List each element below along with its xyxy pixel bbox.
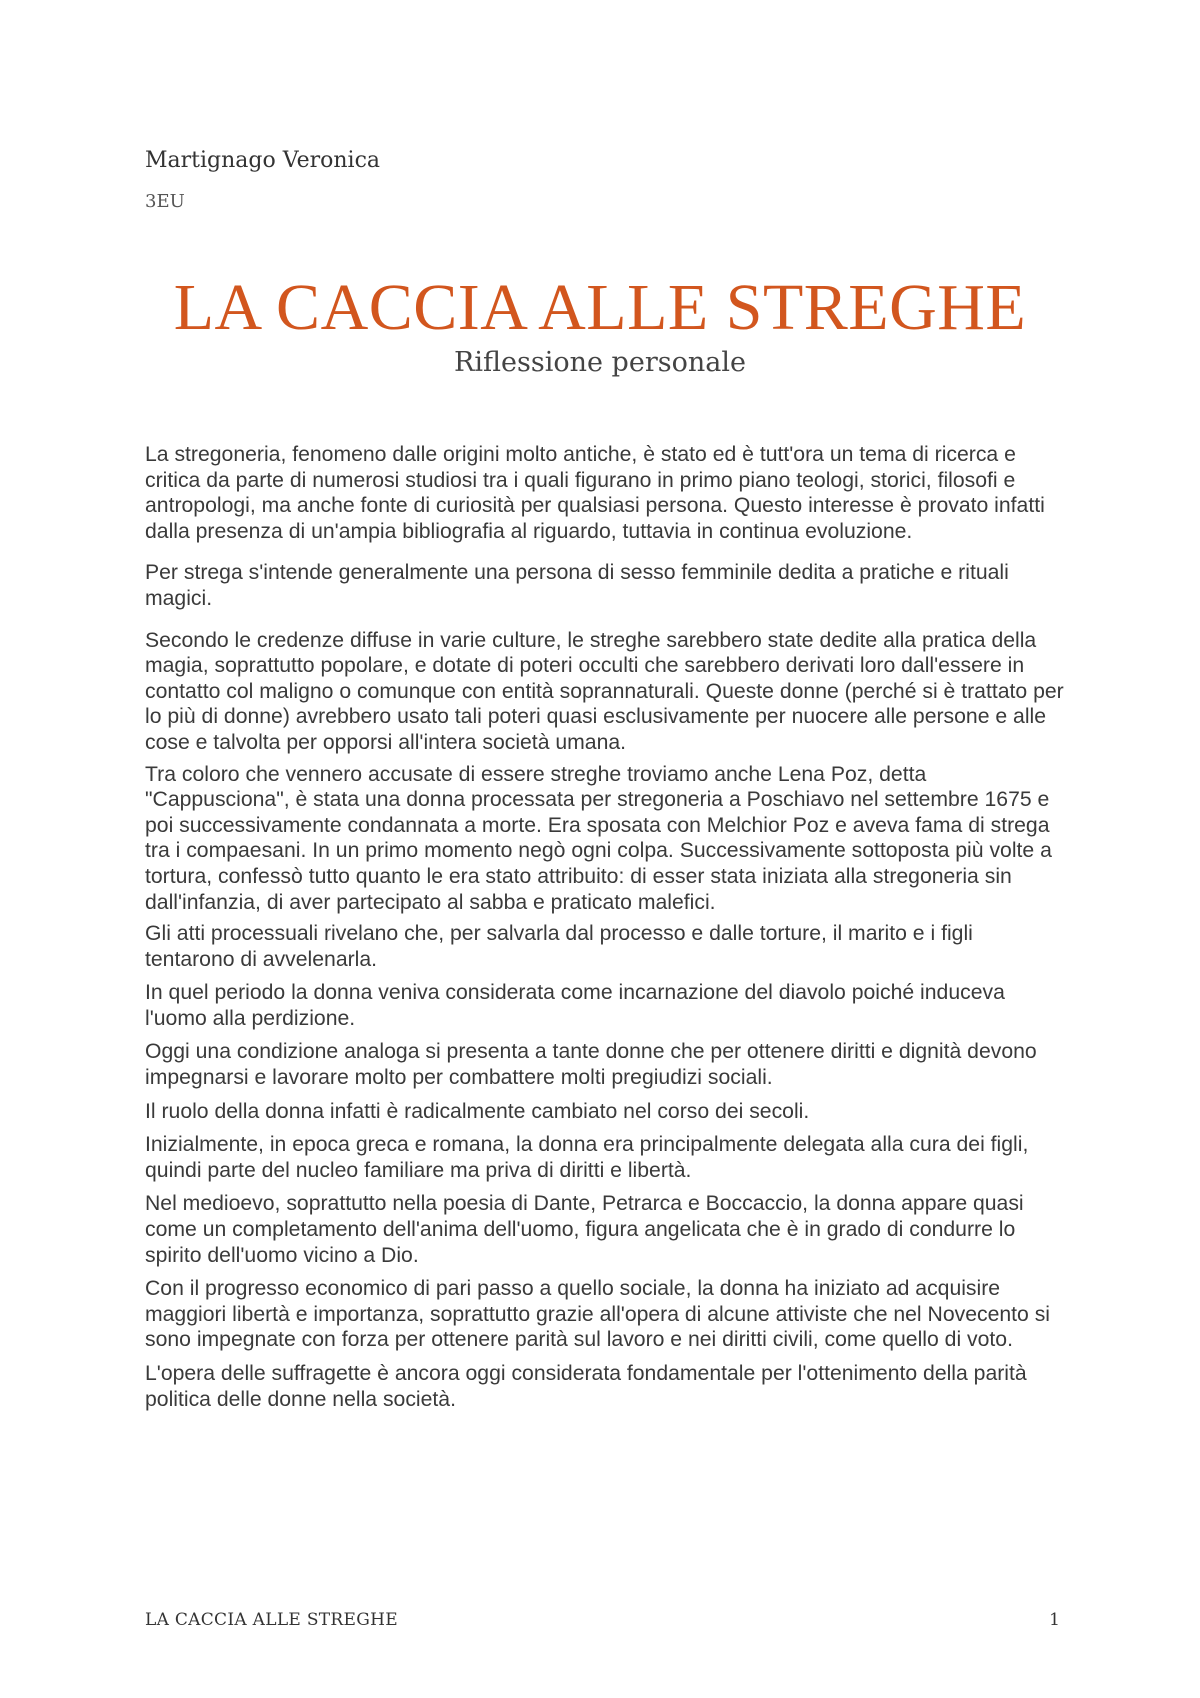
page-number: 1 (1049, 1610, 1060, 1630)
paragraph: Nel medioevo, soprattutto nella poesia di Dante, Petrarca e Boccaccio, la donna appare quasi come un completamento dell'anima dell'uomo, figura angelicata che è in grado di condurre lo spirito dell'uomo vicino a Dio. (145, 1192, 1024, 1267)
paragraph: L'opera delle suffragette è ancora oggi considerata fondamentale per l'ottenimento della parità politica delle donne nella società. (145, 1362, 1027, 1411)
footer-running-title: LA CACCIA ALLE STREGHE (145, 1610, 398, 1630)
paragraph: Tra coloro che vennero accusate di essere streghe troviamo anche Lena Poz, detta "Cappusciona", è stata una donna processata per stregoneria a Poschiavo nel settembre 1675 e poi successivamente condannata a morte. Era sposata con Melchior Poz e aveva fama di strega tra i compaesani. In un primo momento negò ogni colpa. Successivamente sottoposta più volte a tortura, confessò tutto quanto le era stato attribuito: di esser stata iniziata alla stregoneria sin dall'infanzia, di aver partecipato al sabba e praticato malefici. (145, 762, 1052, 914)
paragraph: La stregoneria, fenomeno dalle origini molto antiche, è stato ed è tutt'ora un tema di ricerca e critica da parte di numerosi studiosi tra i quali figurano in primo piano teologi, storici, filosofi e antropologi, ma anche fonte di curiosità per qualsiasi persona. Questo interesse è provato infatti dalla presenza di un'ampia bibliografia al riguardo, tuttavia in continua evoluzione. (145, 443, 1045, 543)
paragraph: Con il progresso economico di pari passo a quello sociale, la donna ha iniziato ad acquisire maggiori libertà e importanza, soprattutto grazie all'opera di alcune attiviste che nel Novecento si sono impegnate con forza per ottenere parità sul lavoro e nei diritti civili, come quello di voto. (145, 1277, 1051, 1352)
paragraph: Oggi una condizione analoga si presenta a tante donne che per ottenere diritti e dignità devono impegnarsi e lavorare molto per combattere molti pregiudizi sociali. (145, 1040, 1037, 1090)
author-name: Martignago Veronica (145, 148, 381, 173)
paragraph: Il ruolo della donna infatti è radicalmente cambiato nel corso dei secoli. (145, 1099, 810, 1123)
paragraph: In quel periodo la donna veniva considerata come incarnazione del diavolo poiché induceva l'uomo alla perdizione. (145, 981, 1005, 1030)
class-label: 3EU (145, 191, 185, 212)
paragraph: Secondo le credenze diffuse in varie culture, le streghe sarebbero state dedite alla pratica della magia, soprattutto popolare, e dotate di poteri occulti che sarebbero derivati loro dall'essere in contatto col maligno o comunque con entità soprannaturali. Queste donne (perché si è trattato per lo più di donne) avrebbero usato tali poteri quasi esclusivamente per nuocere alle persone e alle cose e talvolta per opporsi all'intera società umana. (145, 628, 1064, 754)
paragraph: Gli atti processuali rivelano che, per salvarla dal processo e dalle torture, il marito e i figli tentarono di avvelenarla. (145, 922, 973, 971)
document-title: LA CACCIA ALLE STREGHE (173, 271, 1027, 344)
document-subtitle: Riflessione personale (454, 347, 746, 378)
paragraph: Per strega s'intende generalmente una persona di sesso femminile dedita a pratiche e rituali magici. (145, 561, 1009, 610)
document-body (145, 442, 1065, 1412)
paragraph: Inizialmente, in epoca greca e romana, la donna era principalmente delegata alla cura dei figli, quindi parte del nucleo familiare ma priva di diritti e libertà. (145, 1133, 1029, 1182)
